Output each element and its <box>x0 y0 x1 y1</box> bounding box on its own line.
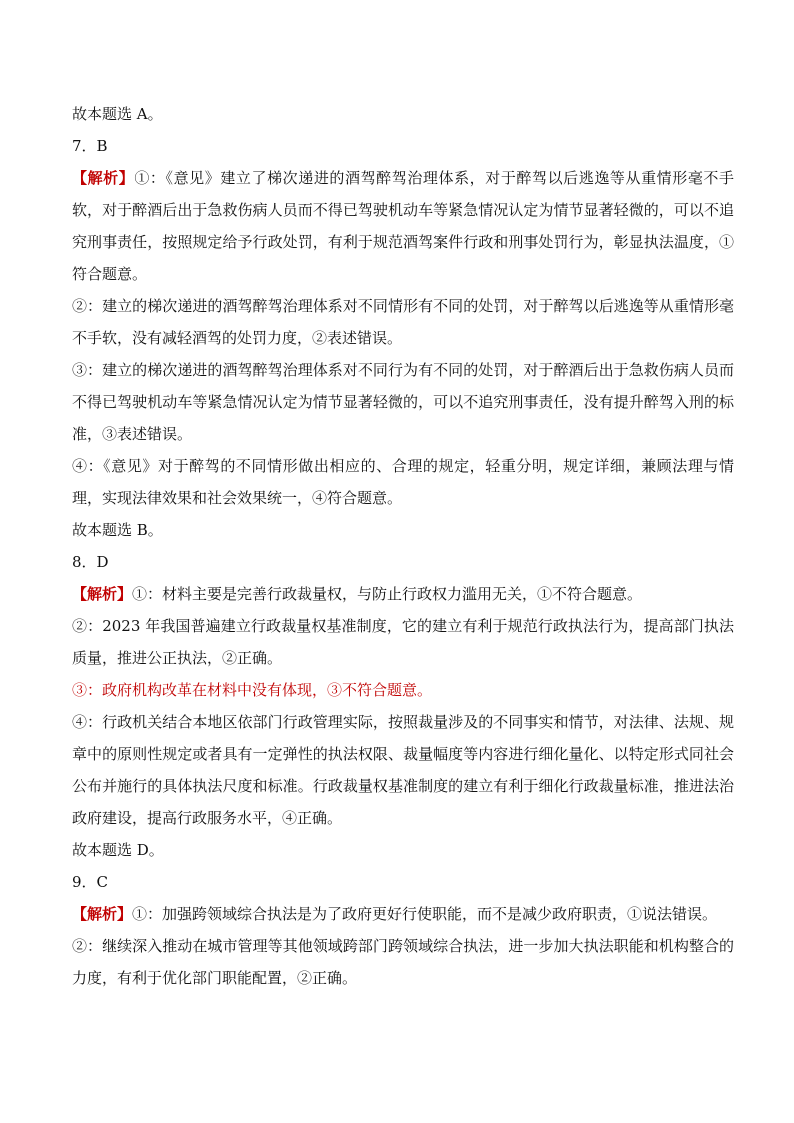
q9-p2: ②：继续深入推动在城市管理等其他领域跨部门跨领域综合执法，进一步加大执法职能和机构整合的力度，有利于优化部门职能配置，②正确。 <box>72 937 734 987</box>
q9-analysis-1 <box>72 898 734 930</box>
analysis-tag: 【解析】 <box>72 585 133 603</box>
q8-conclusion: 故本题选 D。 <box>72 841 164 859</box>
q7-p1: ①：《意见》建立了梯次递进的酒驾醉驾治理体系，对于醉驾以后逃逸等从重情形毫不手软，对于醉酒后出于急救伤病人员而不得已驾驶机动车等紧急情况认定为情节显著轻微的，可以不追究刑事责任，按照规定给予行政处罚，有利于规范酒驾案件行政和刑事处罚行为，彰显执法温度，①符合题意。 <box>72 169 734 283</box>
q8-p4: ④：行政机关结合本地区依部门行政管理实际，按照裁量涉及的不同事实和情节，对法律、法规、规章中的原则性规定或者具有一定弹性的执法权限、裁量幅度等内容进行细化量化、以特定形式同社会公布并施行的具体执法尺度和标准。行政裁量权基准制度的建立有利于细化行政裁量标准，推进法治政府建设，提高行政服务水平，④正确。 <box>72 713 734 827</box>
analysis-tag: 【解析】 <box>72 905 133 923</box>
conclusion-a: 故本题选 A。 <box>72 105 163 123</box>
question-7-number: 7．B <box>72 137 108 155</box>
q7-p3: ③：建立的梯次递进的酒驾醉驾治理体系对不同行为有不同的处罚，对于醉酒后出于急救伤病人员而不得已驾驶机动车等紧急情况认定为情节显著轻微的，可以不追究刑事责任，没有提升醉驾入刑的标准，③表述错误。 <box>72 361 734 443</box>
question-9-number: 9．C <box>72 873 109 891</box>
q9-p1: ①：加强跨领域综合执法是为了政府更好行使职能，而不是减少政府职责，①说法错误。 <box>132 905 718 923</box>
q7-p4: ④：《意见》对于醉驾的不同情形做出相应的、合理的规定，轻重分明，规定详细，兼顾法理与情理，实现法律效果和社会效果统一，④符合题意。 <box>72 457 734 507</box>
analysis-tag: 【解析】 <box>72 169 135 187</box>
q7-analysis-1 <box>72 162 734 290</box>
q8-analysis-1 <box>72 578 734 610</box>
question-8-number: 8．D <box>72 553 109 571</box>
q7-p2: ②：建立的梯次递进的酒驾醉驾治理体系对不同情形有不同的处罚，对于醉驾以后逃逸等从重情形毫不手软，没有减轻酒驾的处罚力度，②表述错误。 <box>72 297 734 347</box>
q8-p3: ③：政府机构改革在材料中没有体现，③不符合题意。 <box>72 681 433 699</box>
q8-p1: ①：材料主要是完善行政裁量权，与防止行政权力滥用无关，①不符合题意。 <box>132 585 643 603</box>
q8-p2: ②：2023 年我国普遍建立行政裁量权基准制度，它的建立有利于规范行政执法行为，提高部门执法质量，推进公正执法，②正确。 <box>72 617 734 667</box>
q7-conclusion: 故本题选 B。 <box>72 521 163 539</box>
